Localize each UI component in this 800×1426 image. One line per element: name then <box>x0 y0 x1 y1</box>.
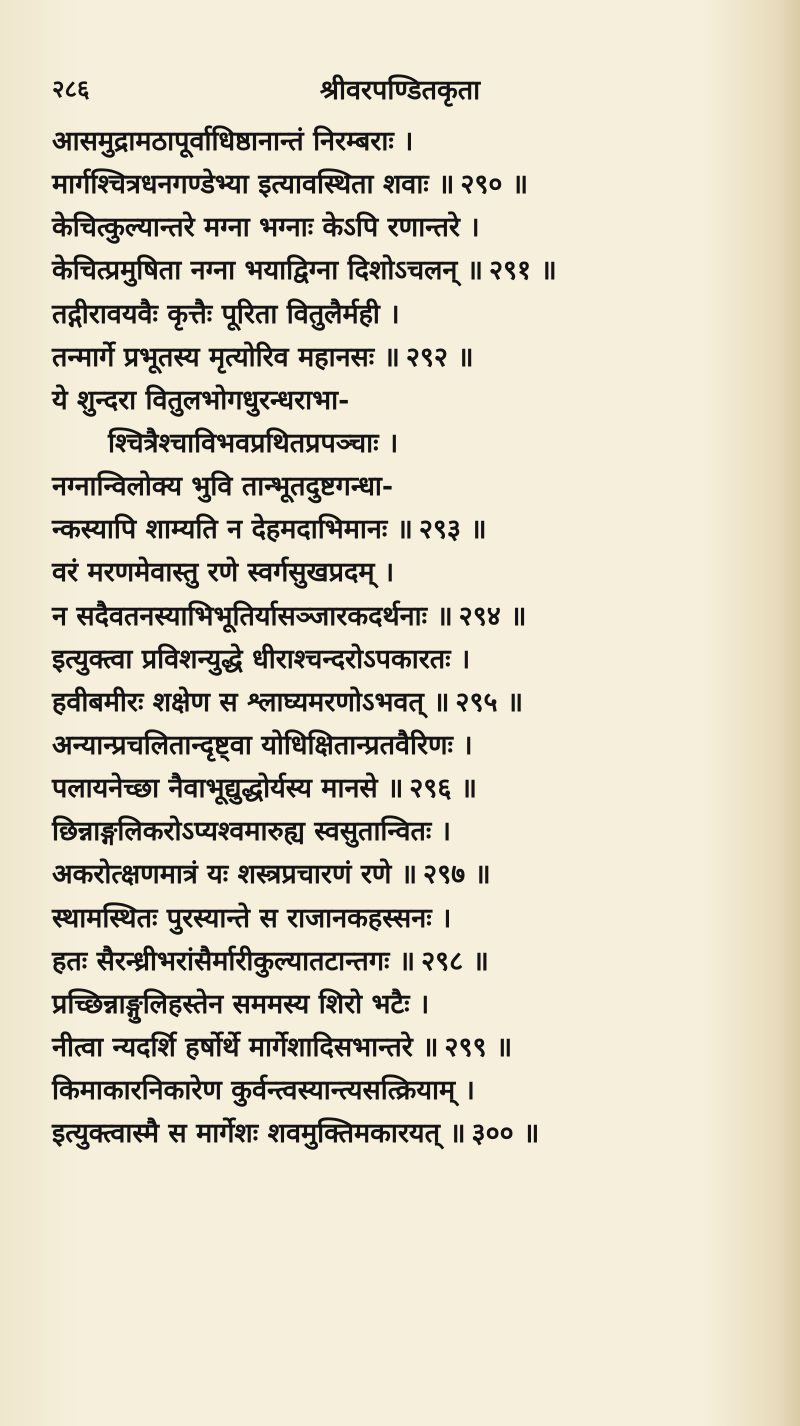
verse-number: ३०० ॥ <box>471 1118 540 1150</box>
line-text: स्थामस्थितः पुरस्यान्ते स राजानकहस्सनः । <box>52 902 452 934</box>
line-text: आसमुद्रामठापूर्वाधिष्ठानान्तं निरम्बराः । <box>52 126 414 157</box>
verse-line <box>52 767 752 810</box>
verse-line <box>52 206 752 249</box>
line-text: हवीबमीरः शक्षेण स श्लाघ्यमरणोऽभवत् ॥ <box>52 686 450 718</box>
line-text: नीत्वा न्यदर्शि हर्षोर्थे मार्गेशादिसभान्तरे ॥ <box>52 1031 439 1063</box>
page-number: २८६ <box>52 74 90 103</box>
line-text: प्रच्छिन्नाङ्गुलिहस्तेन सममस्य शिरो भटैः । <box>52 988 430 1020</box>
verse-number: २९६ ॥ <box>409 773 477 805</box>
verse-number: २९८ ॥ <box>421 945 489 977</box>
verse-line <box>52 465 752 508</box>
line-text: वरं मरणमेवास्तु रणे स्वर्गसुखप्रदम् । <box>52 557 395 589</box>
verse-line <box>52 940 752 983</box>
line-text: अन्यान्प्रचलितान्दृष्ट्वा योधिक्षितान्प्रतवैरिणः । <box>52 729 473 761</box>
page-header <box>0 58 800 108</box>
line-text: इत्युक्त्वास्मै स मार्गेशः शवमुक्तिमकारयत् ॥ <box>52 1118 466 1150</box>
line-text: किमाकारनिकारेण कुर्वन्त्वस्यान्त्यसत्क्रियाम् । <box>52 1075 475 1107</box>
verse-line <box>52 1112 752 1155</box>
verse-number: २९३ ॥ <box>418 514 487 546</box>
verse-line <box>52 163 752 206</box>
line-text: तद्गीरावयवैः कृत्तैः पूरिता वितुलैर्मही । <box>52 298 400 330</box>
verse-line <box>52 379 752 422</box>
verse-line <box>52 551 752 594</box>
verse-line <box>52 897 752 940</box>
verse-line <box>52 810 752 853</box>
verse-line <box>52 249 752 292</box>
line-text: केचित्प्रमुषिता नग्ना भयाद्विग्ना दिशोऽचलन् ॥ <box>52 255 483 287</box>
verse-number: २९० ॥ <box>460 169 529 201</box>
verse-line <box>52 853 752 896</box>
verse-line <box>52 1069 752 1112</box>
verse-number: २९५ ॥ <box>455 686 524 718</box>
verse-line <box>52 120 752 163</box>
verse-number: २९१ ॥ <box>488 255 557 287</box>
verse-line <box>52 422 752 465</box>
line-text: नग्नान्विलोक्य भुवि तान्भूतदुष्टगन्धा- <box>52 471 394 503</box>
line-text: केचित्कुल्यान्तरे मग्ना भग्नाः केऽपि रणान्तरे । <box>52 212 480 244</box>
verse-line <box>52 293 752 336</box>
line-text: श्चित्रैश्चाविभवप्रथितप्रपञ्चाः । <box>108 427 399 459</box>
verse-line <box>52 508 752 551</box>
line-text: मार्गश्चित्रधनगण्डेभ्या इत्यावस्थिता शवाः ॥ <box>52 169 455 201</box>
line-text: हतः सैरन्ध्रीभरांसैर्मारीकुल्यातटान्तगः ॥ <box>52 945 416 977</box>
line-text: अकरोत्क्षणमात्रं यः शस्त्रप्रचारणं रणे ॥ <box>52 859 418 891</box>
line-text: छिन्नाङ्गलिकरोऽप्यश्वमारुह्य स्वसुतान्वितः । <box>52 816 451 848</box>
line-text: पलायनेच्छा नैवाभूद्युद्धोर्यस्य मानसे ॥ <box>52 773 404 805</box>
verse-line <box>52 983 752 1026</box>
verse-line <box>52 681 752 724</box>
line-text: न सदैवतनस्याभिभूतिर्यासञ्जारकदर्थनाः ॥ <box>52 600 453 632</box>
verse-line <box>52 336 752 379</box>
verse-line <box>52 638 752 681</box>
line-text: ये शुन्दरा वितुलभोगधुरन्धराभा- <box>52 384 350 416</box>
verse-number: २९४ ॥ <box>458 600 527 632</box>
verse-number: २९९ ॥ <box>444 1031 513 1063</box>
verse-line <box>52 595 752 638</box>
verse-line <box>52 724 752 767</box>
line-text: न्कस्यापि शाम्यति न देहमदाभिमानः ॥ <box>52 514 413 546</box>
verse-number: २९७ ॥ <box>423 859 491 891</box>
verse-number: २९२ ॥ <box>405 341 474 373</box>
line-text: इत्युक्त्वा प्रविशन्युद्धे धीराश्चन्दरोऽपकारतः । <box>52 643 471 675</box>
verse-text-block <box>52 120 752 1155</box>
running-title: श्रीवरपण्डितकृता <box>319 75 481 106</box>
line-text: तन्मार्गे प्रभूतस्य मृत्योरिव महानसः ॥ <box>52 341 400 373</box>
verse-line <box>52 1026 752 1069</box>
